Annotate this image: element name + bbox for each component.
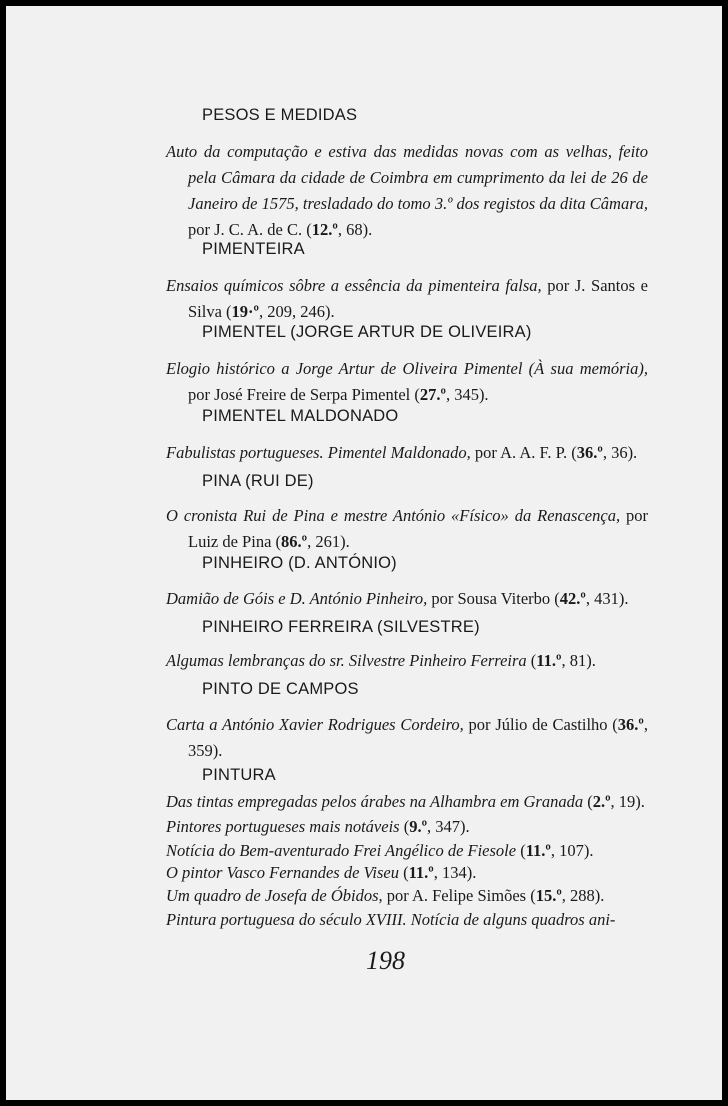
entry-page: , 107). <box>550 841 594 860</box>
section-heading: PINTO DE CAMPOS <box>202 680 359 698</box>
entry-author: por José Freire de Serpa Pimentel ( <box>188 385 420 404</box>
section-heading: PIMENTEL (JORGE ARTUR DE OLIVEIRA) <box>202 323 532 341</box>
entry-volume: 12.º <box>311 220 338 239</box>
bibliography-entry <box>166 440 648 466</box>
entry-author: ( <box>583 792 593 811</box>
bibliography-entry <box>166 139 648 243</box>
entry-title: Algumas lembranças do sr. Silvestre Pinheiro Ferreira <box>166 651 527 670</box>
page-number: 198 <box>366 946 405 975</box>
entry-volume: 19·º <box>231 302 259 321</box>
section-heading: PINHEIRO (D. ANTÓNIO) <box>202 554 397 572</box>
entry-title: Pintores portugueses mais notáveis <box>166 817 400 836</box>
entry-volume: 27.º <box>419 385 446 404</box>
bibliography-entry <box>166 648 648 674</box>
bibliography-entry <box>166 586 648 612</box>
entry-page: , 209, 246). <box>259 302 335 321</box>
entry-volume: 86.º <box>281 532 308 551</box>
entry-volume: 2.º <box>592 792 611 811</box>
bibliography-entry <box>166 910 615 930</box>
section-heading: PINTURA <box>202 766 276 784</box>
entry-page: , 359). <box>188 715 648 760</box>
section-heading: PINA (RUI DE) <box>202 472 314 490</box>
entry-author: por A. A. F. P. ( <box>470 443 577 462</box>
entry-author: por Luiz de Pina ( <box>188 506 648 551</box>
entry-title: Pintura portuguesa do século XVIII. Notícia de alguns quadros ani- <box>166 910 616 929</box>
bibliography-entry <box>166 863 476 883</box>
entry-page: , 347). <box>427 817 470 836</box>
entry-page: , 261). <box>307 532 350 551</box>
entry-title: Notícia do Bem-aventurado Frei Angélico de Fiesole <box>166 841 517 860</box>
entry-author: por Júlio de Castilho ( <box>463 715 618 734</box>
bibliography-entry <box>166 503 648 555</box>
entry-title: Auto da computação e estiva das medidas novas com as velhas, feito pela Câmara da cidade de Coimbra em cumprimento da lei de 26 de Janeiro de 1575, tresladado do tomo 3.º dos registos da dita Câmara, <box>166 142 648 213</box>
entry-title: Carta a António Xavier Rodrigues Cordeiro, <box>166 715 464 734</box>
book-page <box>6 6 722 1100</box>
entry-author: ( <box>398 863 409 882</box>
bibliography-entry <box>166 886 604 906</box>
section-heading: PIMENTEIRA <box>202 240 305 258</box>
entry-title: Um quadro de Josefa de Óbidos, <box>166 886 383 905</box>
section-heading: PINHEIRO FERREIRA (SILVESTRE) <box>202 618 480 636</box>
entry-volume: 9.º <box>409 817 428 836</box>
bibliography-entry <box>166 841 594 861</box>
entry-volume: 36.º <box>576 443 603 462</box>
bibliography-entry <box>166 817 470 837</box>
entry-title: O cronista Rui de Pina e mestre António «Físico» da Renascença, <box>166 506 621 525</box>
entry-title: Ensaios químicos sôbre a essência da pimenteira falsa, <box>166 276 542 295</box>
entry-title: Elogio histórico a Jorge Artur de Oliveira Pimentel (À sua memória), <box>166 359 648 378</box>
entry-page: , 134). <box>433 863 477 882</box>
entry-volume: 11.º <box>536 651 562 670</box>
entry-page: , 81). <box>561 651 596 670</box>
section-heading: PIMENTEL MALDONADO <box>202 407 399 425</box>
entry-volume: 15.º <box>535 886 562 905</box>
entry-volume: 36.º <box>617 715 644 734</box>
entry-page: , 36). <box>602 443 638 462</box>
entry-page: , 431). <box>585 589 629 608</box>
entry-volume: 11.º <box>525 841 551 860</box>
entry-title: O pintor Vasco Fernandes de Viseu <box>166 863 399 882</box>
entry-volume: 11.º <box>408 863 434 882</box>
entry-author: ( <box>516 841 526 860</box>
entry-author: por J. C. A. de C. ( <box>188 220 312 239</box>
bibliography-entry <box>166 712 648 764</box>
entry-page: , 288). <box>561 886 605 905</box>
entry-author: por A. Felipe Simões ( <box>382 886 536 905</box>
entry-title: Das tintas empregadas pelos árabes na Alhambra em Granada <box>166 792 584 811</box>
entry-page: , 345). <box>445 385 489 404</box>
entry-page: , 19). <box>610 792 645 811</box>
entry-page: , 68). <box>337 220 373 239</box>
entry-author: por Sousa Viterbo ( <box>427 589 560 608</box>
entry-author: ( <box>399 817 410 836</box>
entry-title: Fabulistas portugueses. Pimentel Maldonado, <box>166 443 471 462</box>
entry-volume: 42.º <box>559 589 586 608</box>
section-heading: PESOS E MEDIDAS <box>202 106 358 124</box>
entry-title: Damião de Góis e D. António Pinheiro, <box>166 589 428 608</box>
entry-author: ( <box>526 651 537 670</box>
bibliography-entry <box>166 356 648 408</box>
bibliography-entry <box>166 792 645 812</box>
bibliography-entry <box>166 273 648 325</box>
entry-author: por J. Santos e Silva ( <box>188 276 648 321</box>
